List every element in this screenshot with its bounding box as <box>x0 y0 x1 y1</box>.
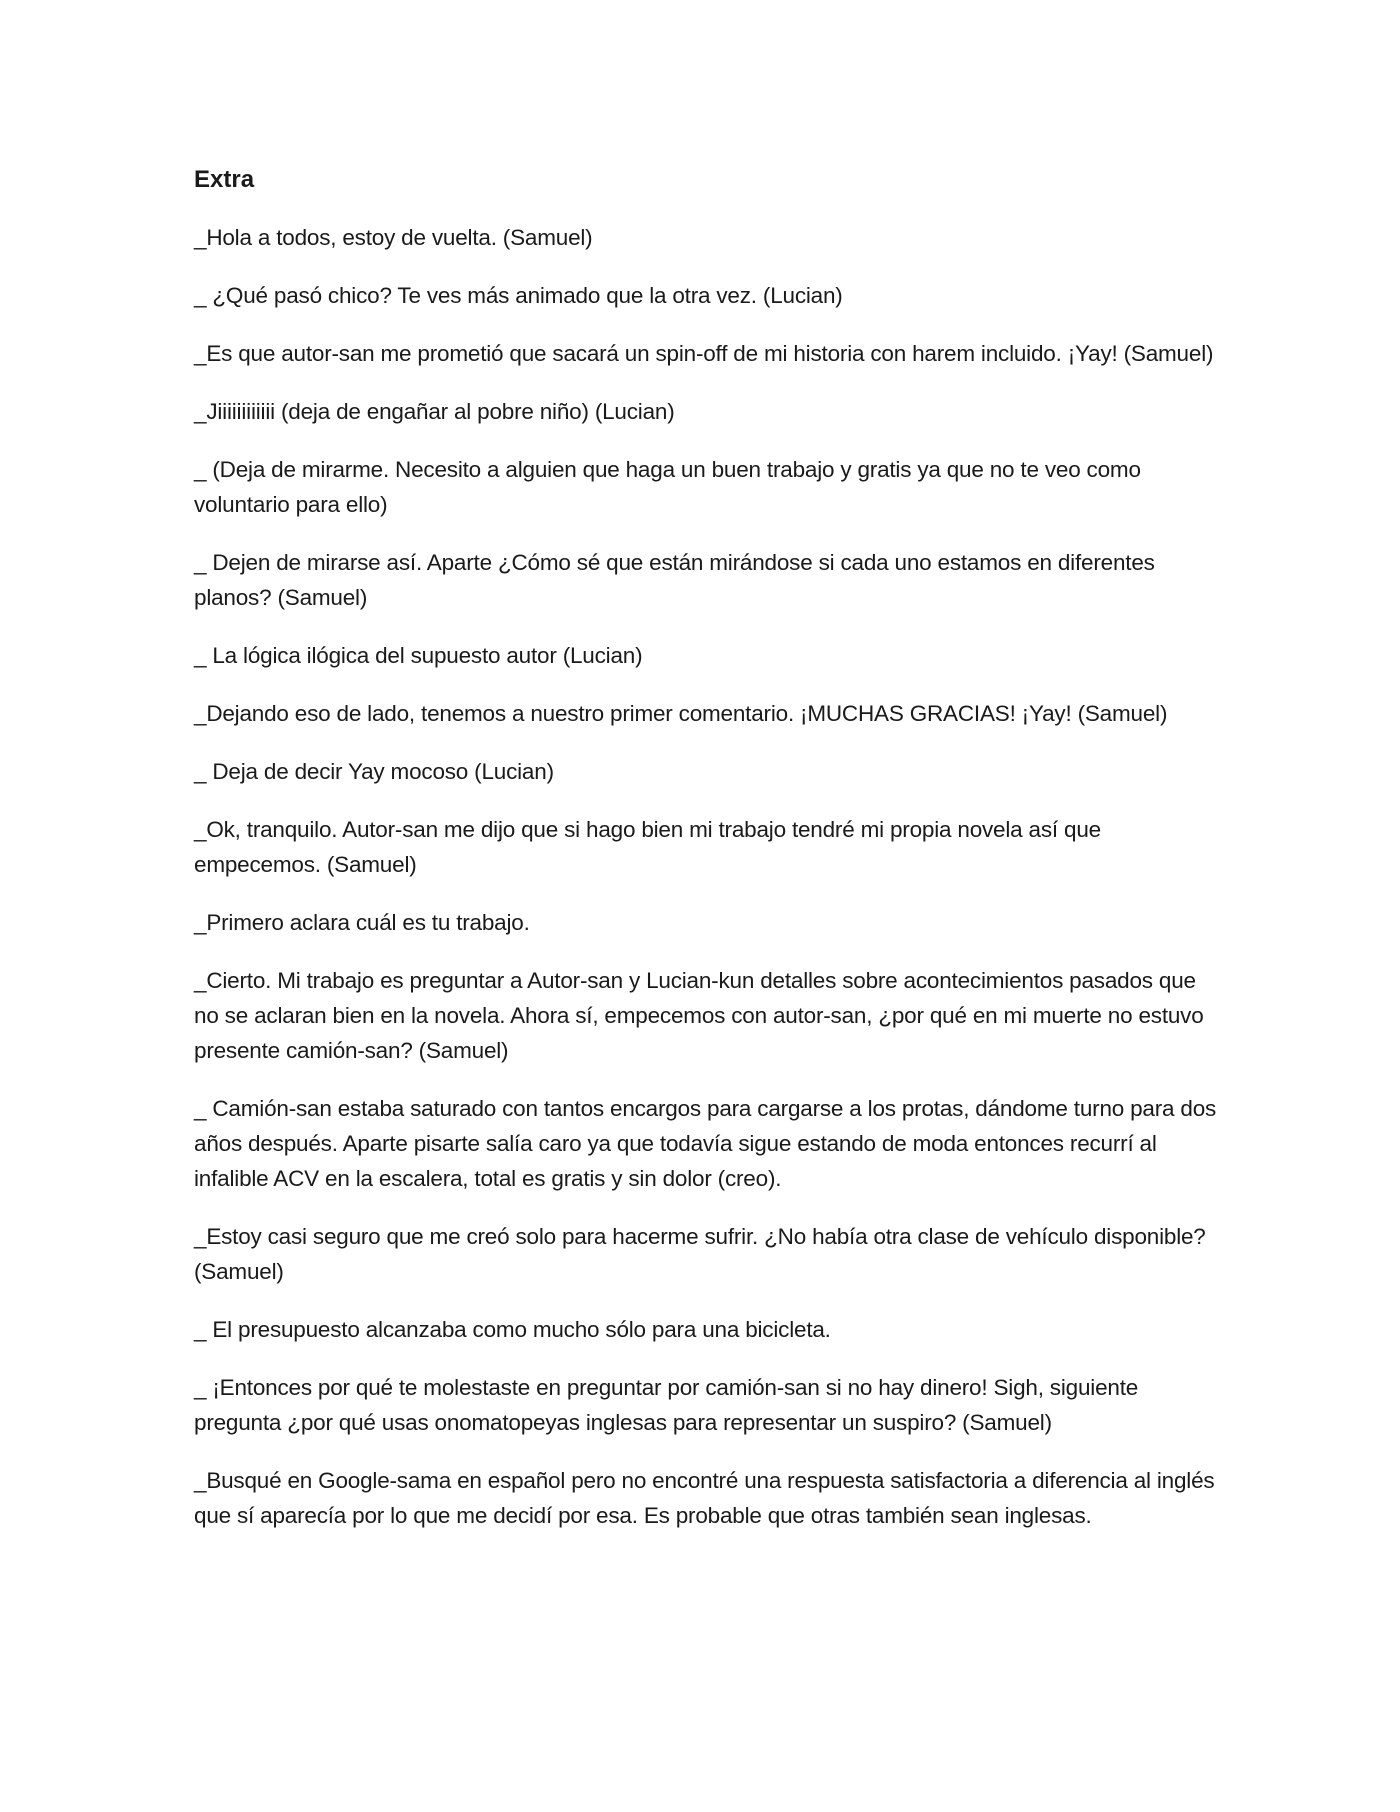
paragraph: _Estoy casi seguro que me creó solo para hacerme sufrir. ¿No había otra clase de vehículo disponible? (Samuel) <box>194 1224 1206 1284</box>
paragraph: _Ok, tranquilo. Autor-san me dijo que si hago bien mi trabajo tendré mi propia novela así que empecemos. (Samuel) <box>194 817 1101 877</box>
paragraph: _ Deja de decir Yay mocoso (Lucian) <box>194 759 554 784</box>
paragraph: _ La lógica ilógica del supuesto autor (Lucian) <box>194 643 643 668</box>
paragraph: _ ¿Qué pasó chico? Te ves más animado que la otra vez. (Lucian) <box>194 283 843 308</box>
paragraph: _Dejando eso de lado, tenemos a nuestro primer comentario. ¡MUCHAS GRACIAS! ¡Yay! (Samuel) <box>194 701 1168 726</box>
paragraph: _ El presupuesto alcanzaba como mucho sólo para una bicicleta. <box>194 1317 831 1342</box>
document-title: Extra <box>194 166 255 193</box>
paragraph: _Jiiiiiiiiiiii (deja de engañar al pobre niño) (Lucian) <box>194 399 675 424</box>
paragraph: _Primero aclara cuál es tu trabajo. <box>194 910 530 935</box>
paragraph: _Es que autor-san me prometió que sacará un spin-off de mi historia con harem incluido. ¡Yay! (Samuel) <box>194 341 1214 366</box>
document-page <box>194 162 1224 1556</box>
paragraph: _Cierto. Mi trabajo es preguntar a Autor-san y Lucian-kun detalles sobre acontecimientos pasados que no se aclaran bien en la novela. Ahora sí, empecemos con autor-san, ¿por qué en mi muerte no estuvo presente camión-san? (Samuel) <box>194 968 1204 1063</box>
paragraph: _ Dejen de mirarse así. Aparte ¿Cómo sé que están mirándose si cada uno estamos en diferentes planos? (Samuel) <box>194 550 1155 610</box>
paragraph: _ (Deja de mirarme. Necesito a alguien que haga un buen trabajo y gratis ya que no te veo como voluntario para ello) <box>194 457 1141 517</box>
paragraph: _ ¡Entonces por qué te molestaste en preguntar por camión-san si no hay dinero! Sigh, siguiente pregunta ¿por qué usas onomatopeyas inglesas para representar un suspiro? (Samuel) <box>194 1375 1139 1435</box>
paragraph: _Hola a todos, estoy de vuelta. (Samuel) <box>194 225 593 250</box>
paragraph: _ Camión-san estaba saturado con tantos encargos para cargarse a los protas, dándome turno para dos años después. Aparte pisarte salía caro ya que todavía sigue estando de moda entonces recurrí al infalible ACV en la escalera, total es gratis y sin dolor (creo). <box>194 1096 1217 1191</box>
paragraph: _Busqué en Google-sama en español pero no encontré una respuesta satisfactoria a diferencia al inglés que sí aparecía por lo que me decidí por esa. Es probable que otras también sean inglesas. <box>194 1468 1215 1528</box>
